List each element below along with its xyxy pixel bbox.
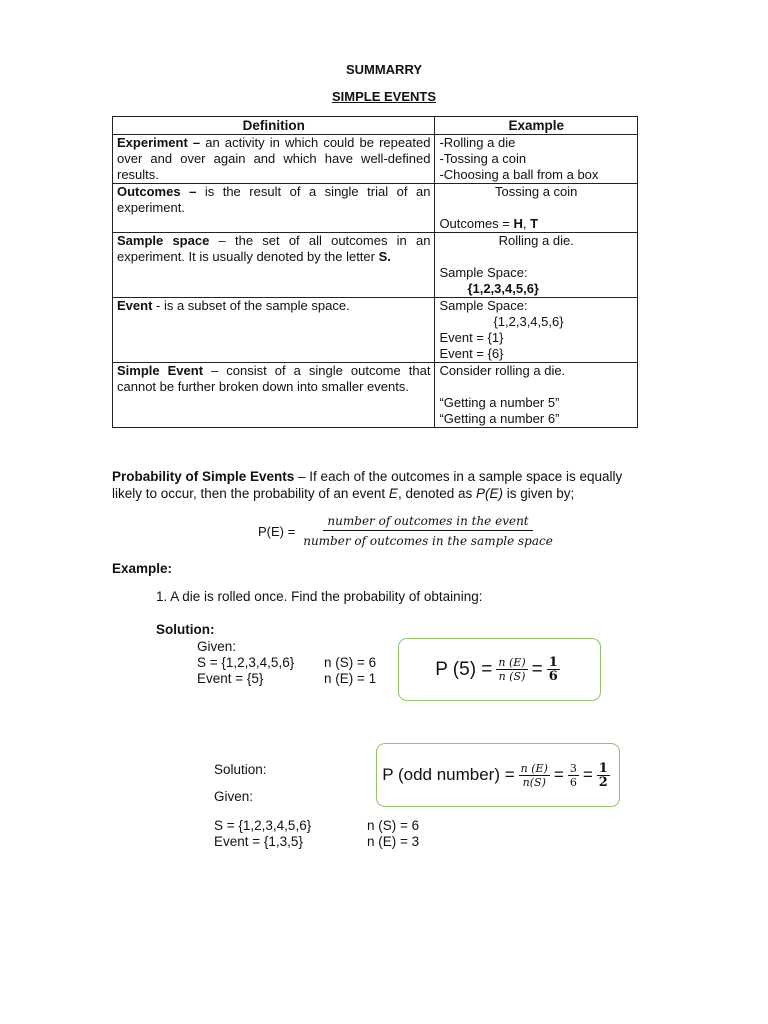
example-cell (435, 298, 638, 363)
header-example: Example (435, 117, 638, 135)
equals-sign: = (531, 658, 543, 680)
event-value: Event = {5} (197, 671, 264, 686)
definition-cell (113, 233, 435, 298)
example-cell (435, 184, 638, 233)
pe-symbol: P(E) (476, 486, 503, 501)
ne-value: n (E) = 1 (324, 671, 377, 686)
definition-text: – the set of all outcomes in an experiment. It is usually denoted by the letter (117, 233, 431, 264)
example-label: Sample Space: (439, 298, 528, 313)
answer-expression (382, 762, 614, 789)
example-title: Rolling a die. (498, 233, 574, 248)
result-denominator: 2 (598, 774, 608, 790)
outcome-sep: , (522, 216, 531, 231)
term: Sample space (117, 233, 210, 248)
definition-text: - is a subset of the sample space. (152, 298, 350, 313)
fraction-denominator: n(S) (522, 775, 546, 789)
answer-result-fraction (597, 762, 610, 789)
fraction-denominator: n (S) (498, 670, 526, 683)
equals-sign: = (553, 765, 564, 784)
example-set: {1,2,3,4,5,6} (467, 281, 539, 296)
answer-fraction (496, 656, 527, 683)
summary-table (112, 116, 638, 428)
middle-fraction (568, 762, 579, 789)
probability-term: Probability of Simple Events (112, 469, 295, 484)
example-cell (435, 233, 638, 298)
example-quote: “Getting a number 6” (439, 411, 560, 426)
example-heading: Example: (112, 561, 173, 576)
event-symbol: E (388, 486, 398, 501)
table-row (113, 363, 638, 428)
term: Experiment – (117, 135, 201, 150)
probability-formula (258, 510, 557, 552)
outcomes-prefix: Outcomes = (439, 216, 514, 231)
ns-value: n (S) = 6 (367, 818, 420, 833)
definition-cell (113, 363, 435, 428)
ne-value: n (E) = 3 (367, 834, 420, 849)
solution-label: Solution: (156, 622, 215, 637)
probability-text: is given by; (503, 486, 575, 501)
table-row (113, 298, 638, 363)
answer-result-fraction (547, 656, 560, 683)
doc-subtitle: SIMPLE EVENTS (331, 89, 437, 104)
answer-expression (435, 656, 564, 683)
term: Outcomes – (117, 184, 197, 199)
given-label: Given: (214, 789, 254, 804)
example-cell (435, 135, 638, 184)
doc-title: SUMMARRY (345, 62, 423, 77)
probability-text: , denoted as (397, 486, 476, 501)
middle-numerator: 3 (569, 761, 577, 775)
definition-letter: S. (378, 249, 391, 264)
term: Simple Event (117, 363, 204, 378)
example-title: Tossing a coin (495, 184, 578, 199)
result-denominator: 6 (548, 669, 558, 684)
example-event: Event = {1} (439, 330, 504, 345)
example-cell (435, 363, 638, 428)
fraction-numerator: n (E) (520, 761, 548, 775)
sample-space-value: S = {1,2,3,4,5,6} (197, 655, 295, 670)
ns-value: n (S) = 6 (324, 655, 377, 670)
table-row (113, 135, 638, 184)
formula-numerator: number of outcomes in the event (323, 514, 532, 531)
table-row (113, 233, 638, 298)
example-question: 1. A die is rolled once. Find the probability of obtaining: (156, 589, 483, 604)
outcome-t: T (530, 216, 539, 231)
definition-cell (113, 184, 435, 233)
table-header-row (113, 117, 638, 135)
formula-denominator: number of outcomes in the sample space (303, 534, 553, 548)
answer-lhs: P (5) = (435, 658, 493, 680)
example-line: -Choosing a ball from a box (439, 167, 599, 182)
answer-lhs: P (odd number) = (382, 765, 515, 784)
result-numerator: 1 (598, 760, 608, 776)
probability-paragraph (112, 468, 652, 502)
table-row (113, 184, 638, 233)
definition-text: – consist of a single outcome that cannot be further broken down into smaller events. (117, 363, 431, 394)
example-label: Sample Space: (439, 265, 528, 280)
outcome-h: H (513, 216, 523, 231)
definition-cell (113, 135, 435, 184)
probability-answer-box (376, 743, 620, 807)
solution-label: Solution: (214, 762, 267, 777)
example-set: {1,2,3,4,5,6} (493, 314, 564, 329)
example-quote: “Getting a number 5” (439, 395, 560, 410)
probability-answer-box (398, 638, 601, 701)
probability-text: – If each of the outcomes in a sample space is equally likely to occur, then the probability of an event (112, 469, 623, 501)
header-definition: Definition (113, 117, 435, 135)
definition-text: is the result of a single trial of an experiment. (117, 184, 431, 215)
sample-space-value: S = {1,2,3,4,5,6} (214, 818, 312, 833)
example-line: -Tossing a coin (439, 151, 527, 166)
given-label: Given: (197, 639, 237, 654)
term: Event (117, 298, 153, 313)
equals-sign: = (582, 765, 593, 784)
definition-text: an activity in which could be repeated over and over again and which have well-defined results. (117, 135, 431, 182)
fraction-numerator: n (E) (498, 656, 526, 669)
event-value: Event = {1,3,5} (214, 834, 303, 849)
formula-fraction (299, 514, 557, 548)
answer-fraction (519, 762, 550, 789)
middle-denominator: 6 (569, 775, 577, 789)
formula-lhs: P(E) = (258, 523, 296, 539)
definition-cell (113, 298, 435, 363)
example-title: Consider rolling a die. (439, 363, 566, 378)
result-numerator: 1 (548, 655, 558, 670)
example-outcomes (439, 216, 633, 232)
example-line: -Rolling a die (439, 135, 516, 150)
example-event: Event = {6} (439, 346, 504, 361)
